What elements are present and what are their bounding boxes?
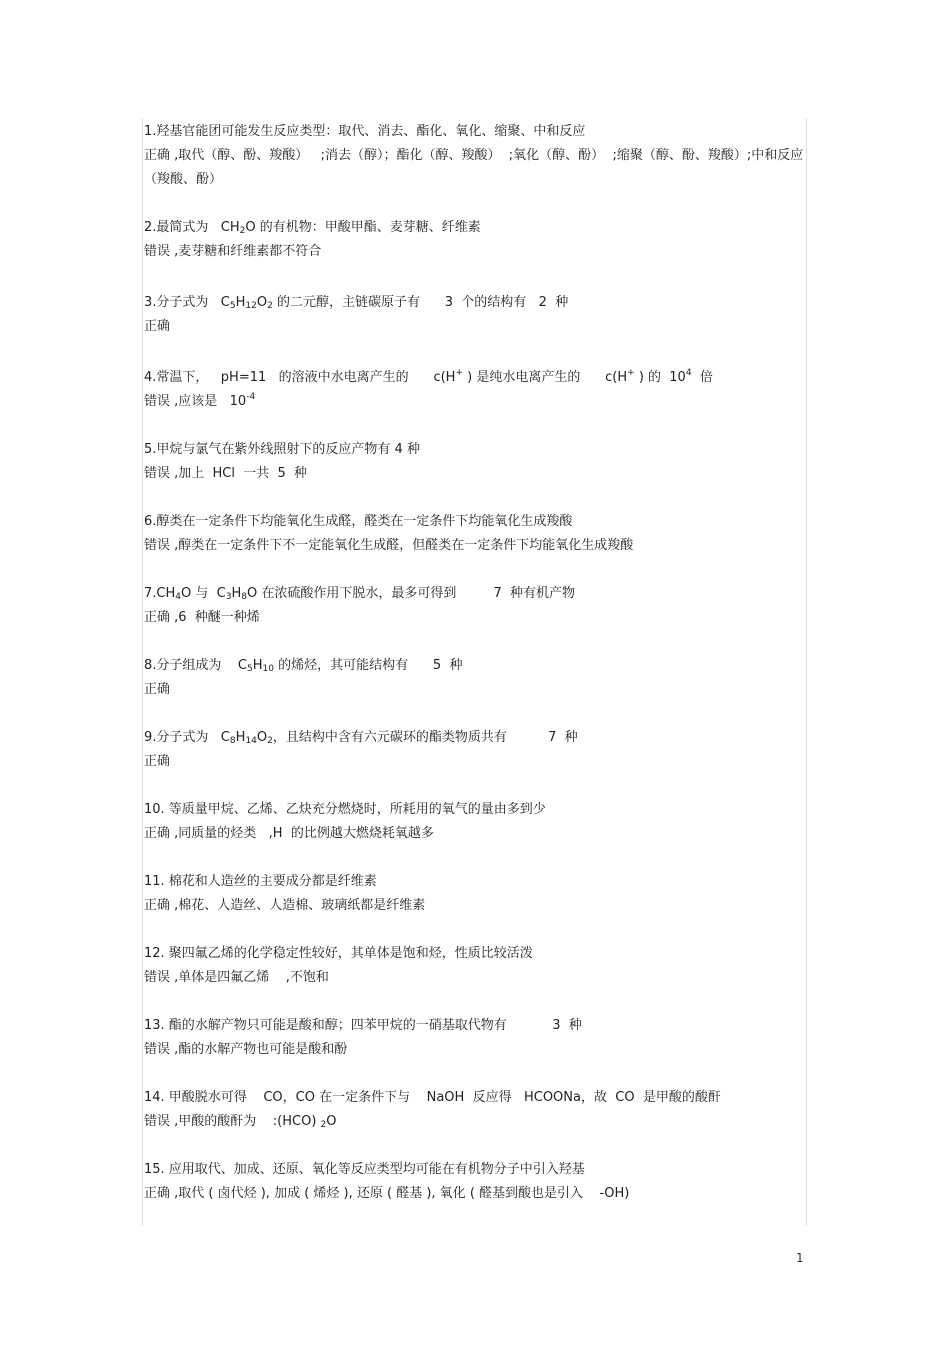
question-text: 3.分子式为 $C_5H_{12}O_2$ 的二元醇，主链碳原子有 3 个的结构有 2 种 bbox=[144, 295, 569, 311]
answer-text: 正确 bbox=[144, 682, 171, 697]
answer-text: 正确 ,取代（醇、酚、羧酸） ;消去（醇）；酯化（醇、羧酸） ;氧化（醇、酚） ;缩聚（醇、酚、羧酸）;中和反应（羧酸、酚） bbox=[144, 148, 804, 187]
question-item-8 bbox=[144, 654, 804, 702]
answer-text: 错误 ,麦芽糖和纤维素都不符合 bbox=[144, 244, 322, 259]
question-text: 14. 甲酸脱水可得 CO，CO 在一定条件下与 NaOH 反应得 HCOONa，故 CO 是甲酸的酸酐 bbox=[144, 1090, 721, 1105]
question-text: 10. 等质量甲烷、乙烯、乙炔充分燃烧时，所耗用的氧气的量由多到少 bbox=[144, 802, 546, 817]
question-item-15 bbox=[144, 1158, 804, 1206]
answer-text: 正确 ,同质量的烃类 ,H 的比例越大燃烧耗氧越多 bbox=[144, 826, 434, 841]
answer-text: 正确 ,6 种醚一种烯 bbox=[144, 610, 260, 625]
page-frame-right-border bbox=[806, 118, 807, 1226]
question-text: 8.分子组成为 $C_5H_{10}$ 的烯烃，其可能结构有 5 种 bbox=[144, 658, 463, 674]
question-text: $7.CH_4O$ 与 $C_3H_8O$ 在浓硫酸作用下脱水，最多可得到 7 种有机产物 bbox=[144, 586, 576, 602]
question-item-3 bbox=[144, 291, 804, 339]
answer-text: 正确 bbox=[144, 754, 171, 769]
question-item-11 bbox=[144, 870, 804, 918]
answer-text: 错误 ,醇类在一定条件下不一定能氧化生成醛，但醛类在一定条件下均能氧化生成羧酸 bbox=[144, 538, 634, 553]
question-text: 4.常温下， pH=11 的溶液中水电离产生的 c(H+ ) 是纯水电离产生的 c(H+ ) 的 $10^4$ 倍 bbox=[144, 368, 713, 385]
question-item-12 bbox=[144, 942, 804, 990]
question-item-1 bbox=[144, 120, 804, 192]
question-text: 13. 酯的水解产物只可能是酸和醇；四苯甲烷的一硝基取代物有 3 种 bbox=[144, 1018, 582, 1033]
answer-text: 错误 ,甲酸的酸酐为 :(HCO) $_2$O bbox=[144, 1114, 337, 1130]
question-list bbox=[144, 120, 804, 1206]
question-item-13 bbox=[144, 1014, 804, 1062]
question-item-6 bbox=[144, 510, 804, 558]
question-text: 1.羟基官能团可能发生反应类型：取代、消去、酯化、氧化、缩聚、中和反应 bbox=[144, 124, 586, 139]
answer-text: 错误 ,酯的水解产物也可能是酸和酚 bbox=[144, 1042, 348, 1057]
question-text: 15. 应用取代、加成、还原、氧化等反应类型均可能在有机物分子中引入羟基 bbox=[144, 1162, 585, 1177]
question-text: 9.分子式为 $C_8H_{14}O_2$，且结构中含有六元碳环的酯类物质共有 7 种 bbox=[144, 730, 578, 746]
answer-text: 错误 ,单体是四氟乙烯 ,不饱和 bbox=[144, 970, 329, 985]
question-text: 11. 棉花和人造丝的主要成分都是纤维素 bbox=[144, 874, 377, 889]
answer-text: 错误 ,应该是 $10^{-4}$ bbox=[144, 392, 256, 409]
question-text: 2.最简式为 $CH_2O$ 的有机物：甲酸甲酯、麦芽糖、纤维素 bbox=[144, 220, 481, 236]
question-item-10 bbox=[144, 798, 804, 846]
question-item-14 bbox=[144, 1086, 804, 1134]
question-text: 12. 聚四氟乙烯的化学稳定性较好，其单体是饱和烃，性质比较活泼 bbox=[144, 946, 533, 961]
answer-text: 正确 ,取代 ( 卤代烃 ), 加成 ( 烯烃 ), 还原 ( 醛基 ), 氧化 ( 醛基到酸也是引入 -OH) bbox=[144, 1186, 630, 1201]
answer-text: 正确 bbox=[144, 319, 171, 334]
page-number: 1 bbox=[796, 1251, 804, 1265]
question-text: 6.醇类在一定条件下均能氧化生成醛，醛类在一定条件下均能氧化生成羧酸 bbox=[144, 514, 573, 529]
page-frame-left-border bbox=[142, 118, 143, 1226]
question-item-5 bbox=[144, 438, 804, 486]
question-item-2 bbox=[144, 216, 804, 264]
question-text: 5.甲烷与氯气在紫外线照射下的反应产物有 4 种 bbox=[144, 442, 420, 457]
question-item-4 bbox=[144, 366, 804, 414]
question-item-7 bbox=[144, 582, 804, 630]
answer-text: 错误 ,加上 HCl 一共 5 种 bbox=[144, 466, 308, 481]
answer-text: 正确 ,棉花、人造丝、人造棉、玻璃纸都是纤维素 bbox=[144, 898, 426, 913]
question-item-9 bbox=[144, 726, 804, 774]
